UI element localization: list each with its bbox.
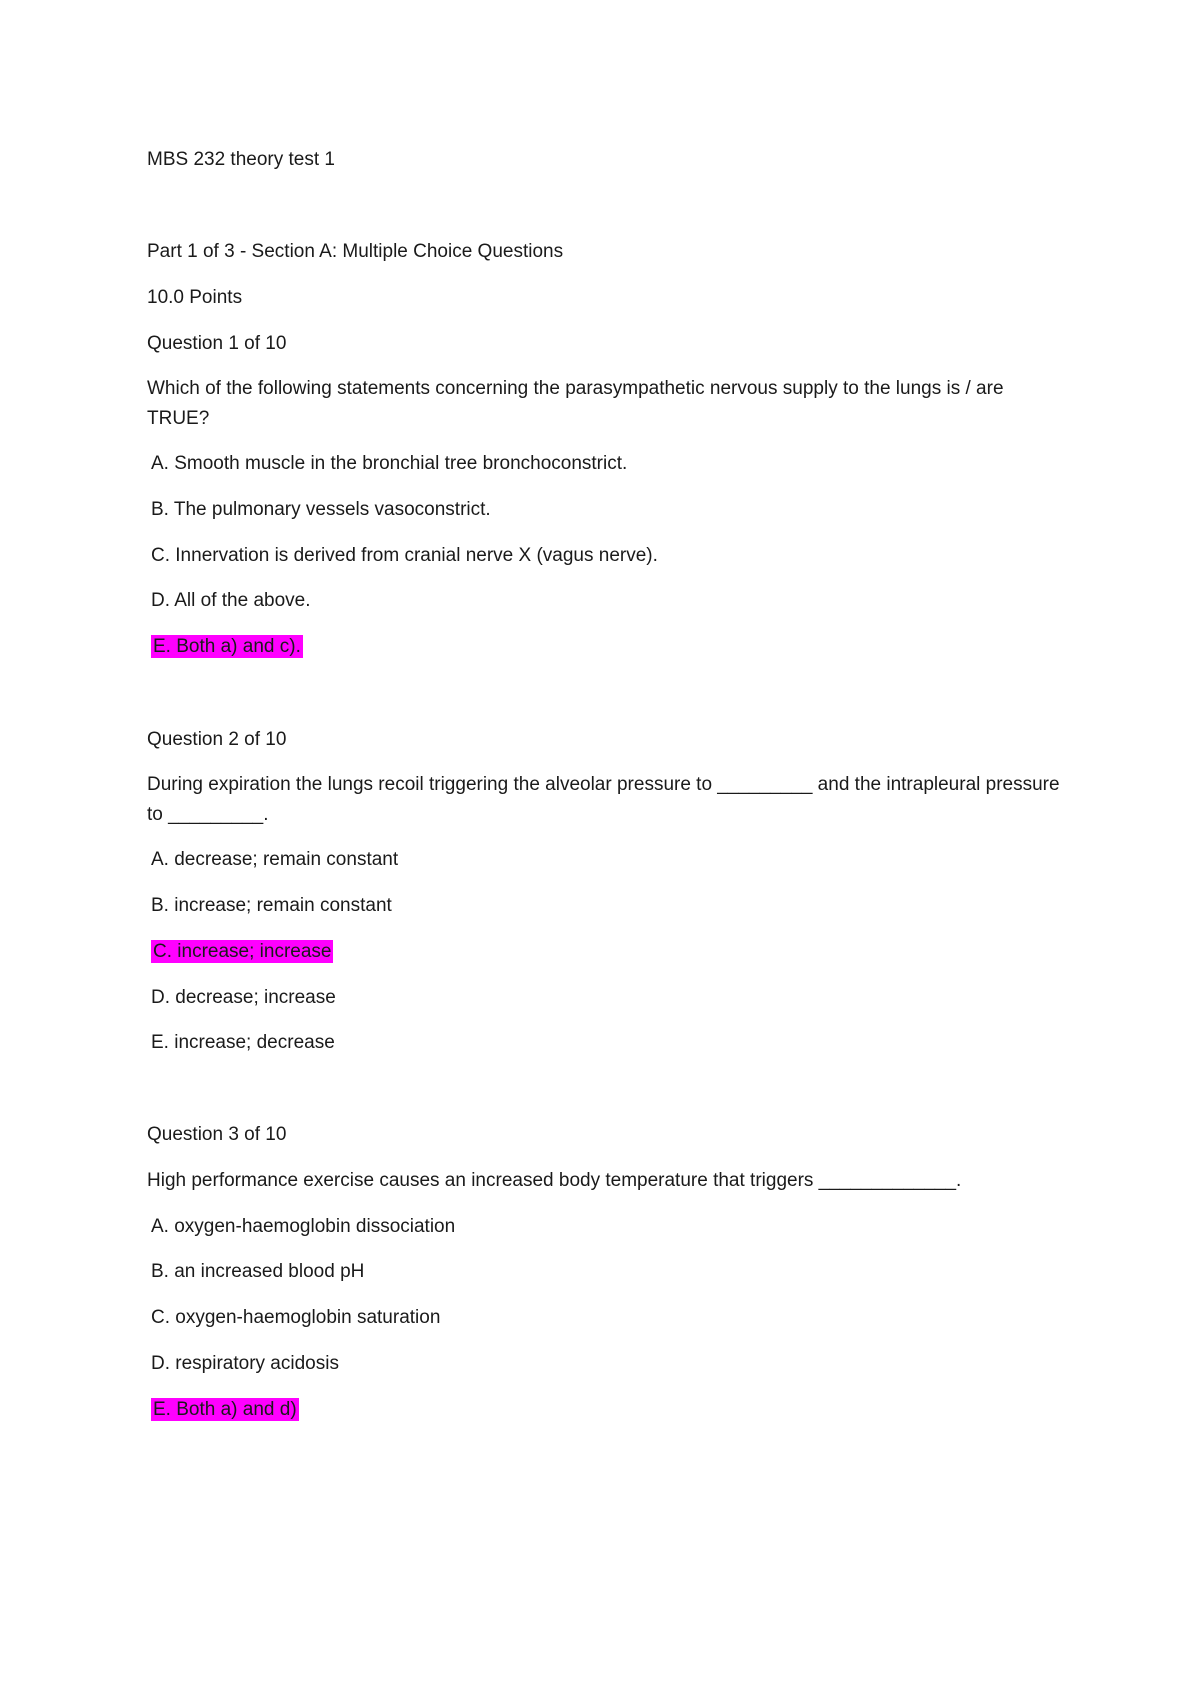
option-a: A. Smooth muscle in the bronchial tree bronchoconstrict. <box>151 453 628 474</box>
option-c-correct <box>151 938 333 966</box>
points-label: 10.0 Points <box>147 287 243 308</box>
option-a: A. decrease; remain constant <box>151 849 399 870</box>
option-b: B. increase; remain constant <box>151 895 392 916</box>
answer-highlight: E. Both a) and d) <box>153 1399 297 1420</box>
option-d: D. respiratory acidosis <box>151 1353 339 1374</box>
question-heading: Question 3 of 10 <box>147 1124 287 1145</box>
answer-highlight: E. Both a) and c). <box>153 636 301 657</box>
option-b: B. The pulmonary vessels vasoconstrict. <box>151 499 491 520</box>
option-e: E. increase; decrease <box>151 1032 335 1053</box>
option-a: A. oxygen-haemoglobin dissociation <box>151 1216 456 1237</box>
option-c: C. oxygen-haemoglobin saturation <box>151 1307 441 1328</box>
option-e-correct <box>151 633 303 661</box>
answer-highlight: C. increase; increase <box>153 941 332 962</box>
doc-title: MBS 232 theory test 1 <box>147 149 335 170</box>
question-heading: Question 1 of 10 <box>147 333 287 354</box>
option-c: C. Innervation is derived from cranial nerve X (vagus nerve). <box>151 545 658 566</box>
option-d: D. All of the above. <box>151 590 311 611</box>
question-heading: Question 2 of 10 <box>147 729 287 750</box>
question-text: Which of the following statements concerning the parasympathetic nervous supply to the lungs is / are TRUE? <box>147 378 1004 429</box>
option-e-correct <box>151 1396 299 1424</box>
option-b: B. an increased blood pH <box>151 1261 365 1282</box>
option-d: D. decrease; increase <box>151 987 336 1008</box>
question-text: High performance exercise causes an increased body temperature that triggers _____________. <box>147 1170 962 1191</box>
question-text: During expiration the lungs recoil triggering the alveolar pressure to _________ and the intrapleural pressure to _________. <box>147 774 1060 825</box>
part-heading: Part 1 of 3 - Section A: Multiple Choice Questions <box>147 241 564 262</box>
